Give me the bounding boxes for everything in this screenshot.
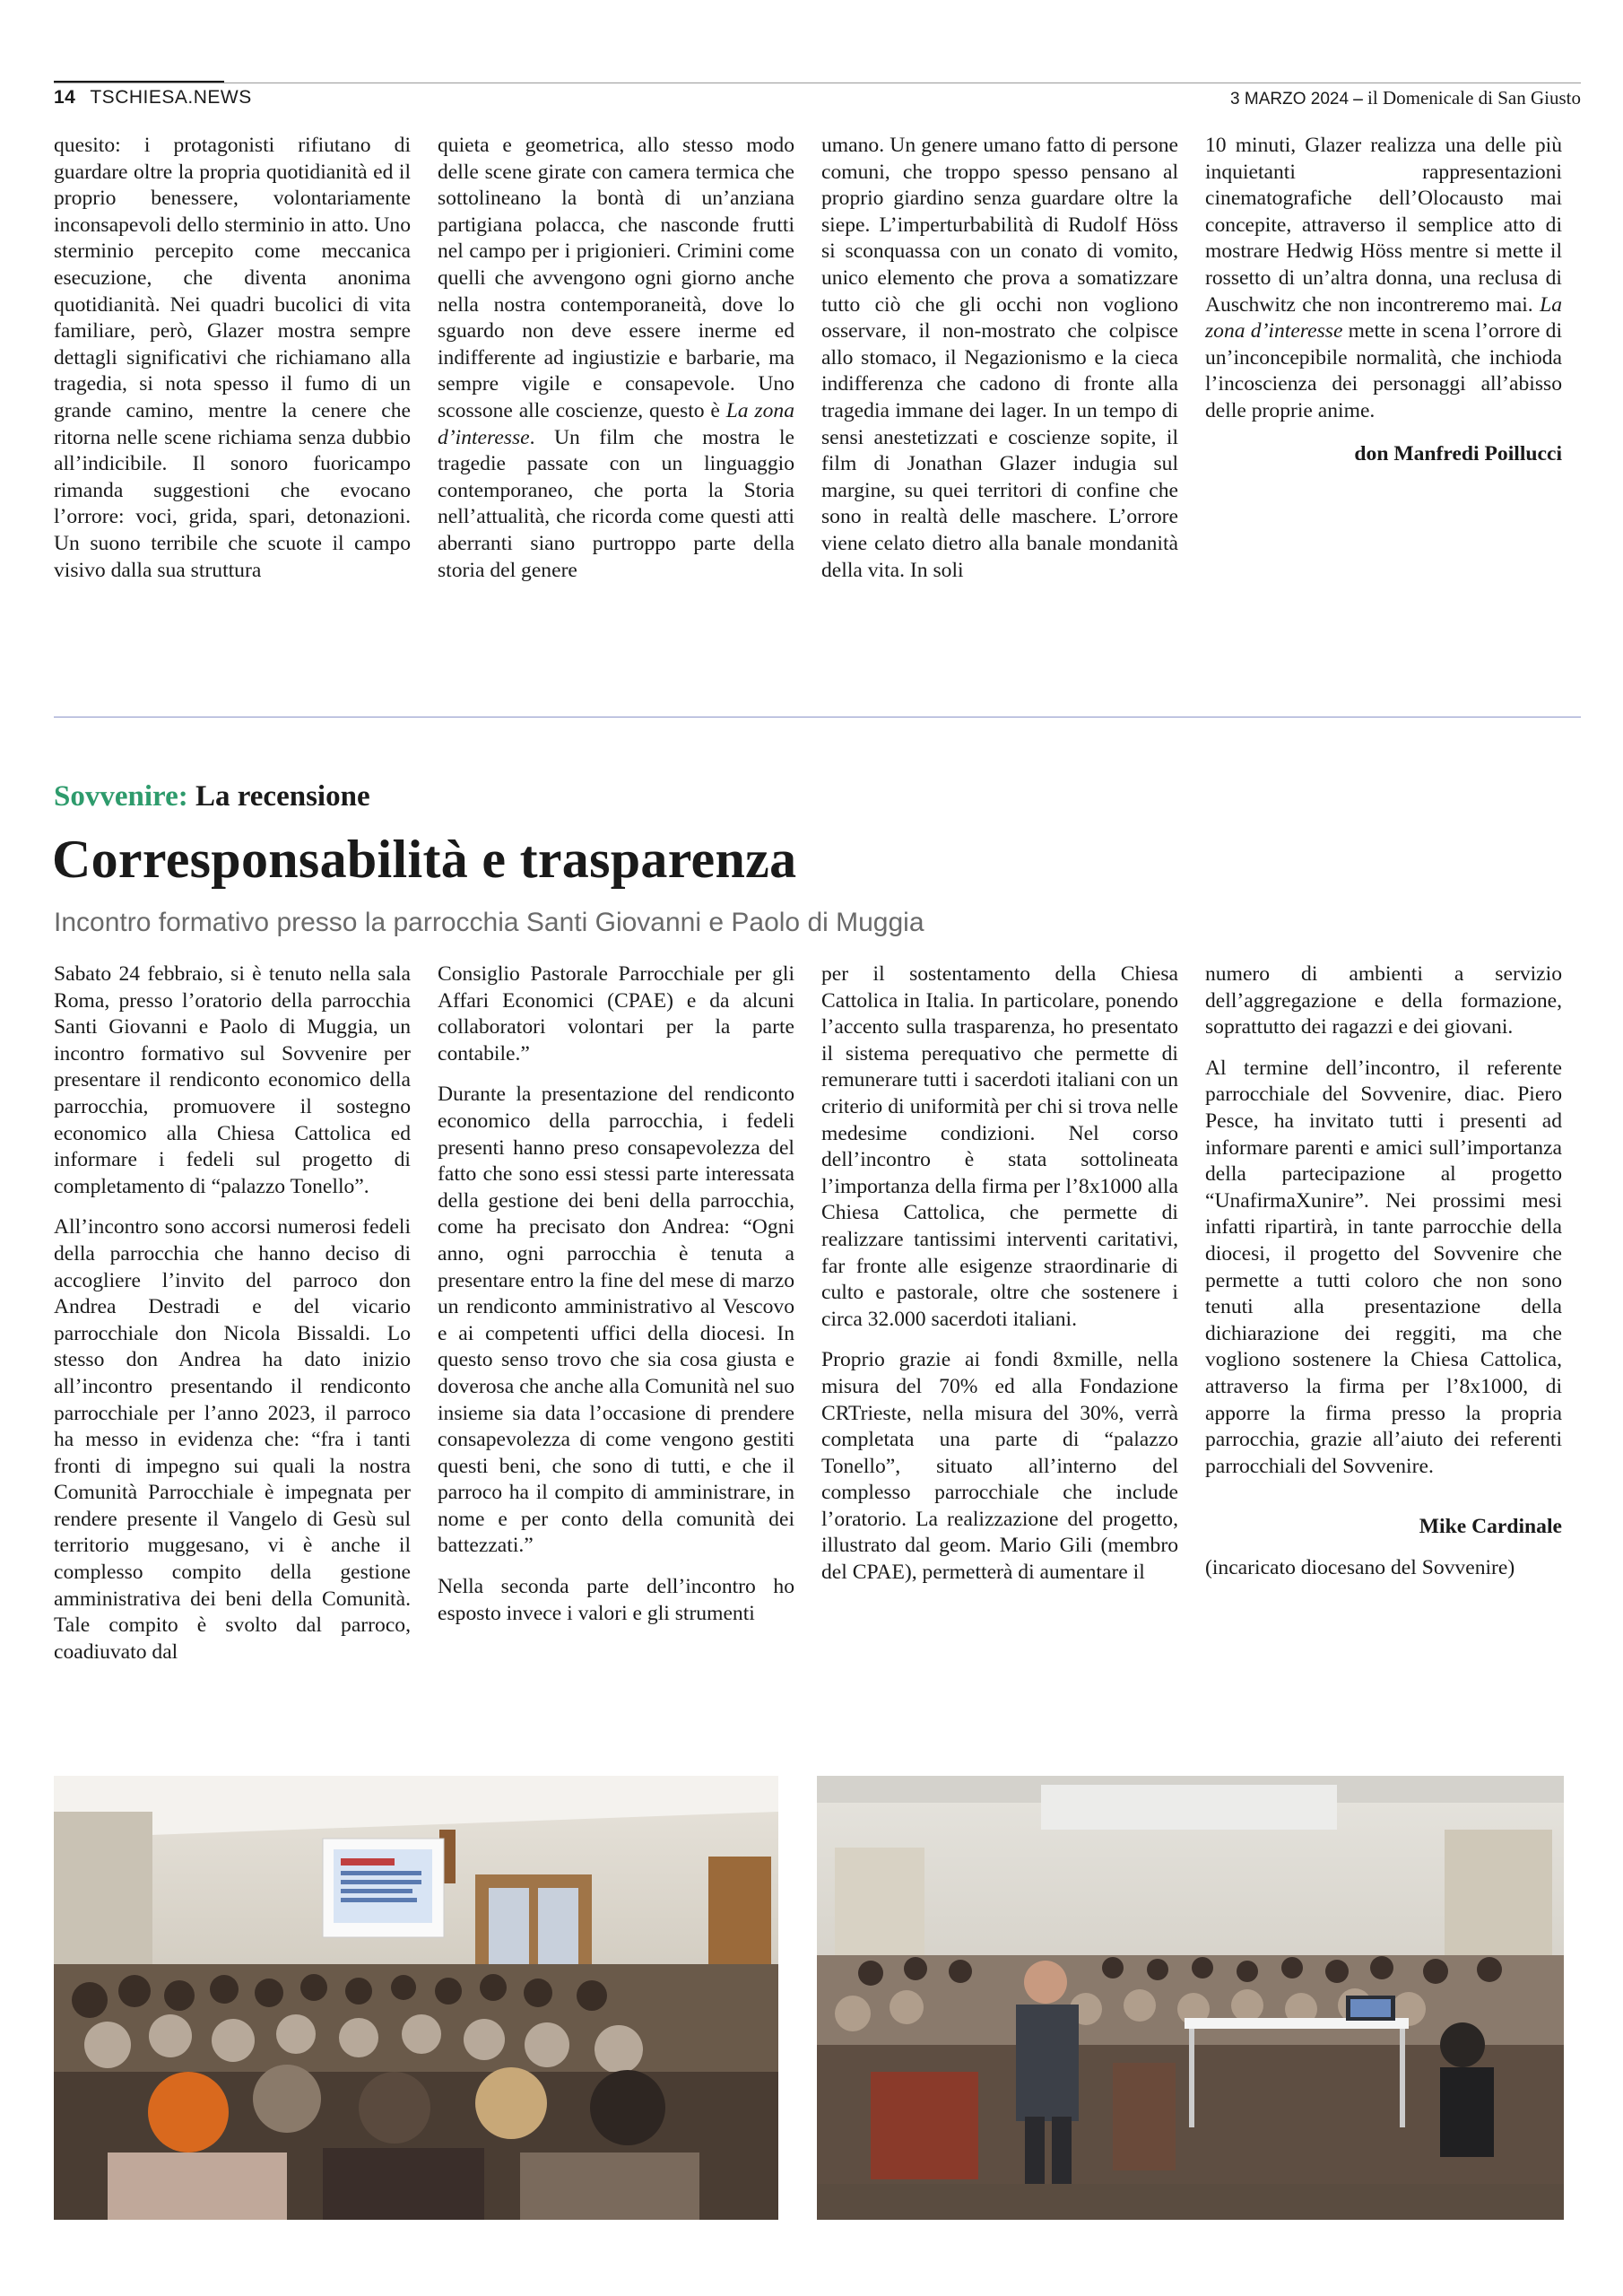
text-run: 10 minuti, Glazer realizza una delle più inquietanti rappresentazioni cinematografiche dell’Olocausto mai concepite, attraverso il semplice atto di mostrare Hedwig Höss mentre si mette il rossetto di un’altra donna, una reclusa di Auschwitz che non incontreremo mai. xyxy=(1205,134,1562,317)
article-separator xyxy=(54,717,1581,718)
text-run: . Un film che mostra le tragedie passate con un linguaggio contemporaneo, che porta la Storia nell’attualità, che ricorda come questi atti aberranti siano purtroppo parte della storia del genere xyxy=(438,425,794,582)
author-role: (incaricato diocesano del Sovvenire) xyxy=(1205,1555,1515,1579)
article-subtitle: Incontro formativo presso la parrocchia Santi Giovanni e Paolo di Muggia xyxy=(54,908,924,937)
paragraph: umano. Un genere umano fatto di persone comuni, che troppo spesso pensano al proprio giardino senza guardare oltre la siepe. L’imperturbabilità di Rudolf Höss si sconquassa con un conato di vomito, unico elemento che prova a somatizzare tutto ciò che gli occhi non vogliono osservare, il non-mostrato che colpisce allo stomaco, il Negazionismo e la cieca indifferenza che cadono di fronte alla tragedia immane dei lager. In un tempo di sensi anestetizzati e coscienze sopite, il film di Jonathan Glazer indugia sul margine, su quei territori di confine che sono in realtà delle maschere. L’orrore viene celato dietro alla banale mondanità della vita. In soli xyxy=(821,134,1178,582)
kicker-label: La recensione xyxy=(195,780,370,813)
issue-date: 3 MARZO 2024 xyxy=(1230,90,1350,109)
paragraph: All’incontro sono accorsi numerosi fedeli della parrocchia che hanno deciso di accogliere l’invito del parroco don Andrea Destradi e del vicario parrocchiale don Nicola Bissaldi. Lo stesso don Andrea ha dato inizio all’incontro presentando il rendiconto parrocchiale per l’anno 2023, il parroco ha messo in evidenza che: “fra i tanti fronti di impegno sui quali la nostra Comunità Parrocchiale è impegnata per rendere presente il Vangelo di Gesù sul territorio muggesano, vi è anche il complesso compito della gestione amministrativa dei beni della Comunità. Tale compito è svolto dal parroco, coadiuvato dal xyxy=(54,1215,411,1664)
paragraph: Proprio grazie ai fondi 8xmille, nella misura del 70% ed alla Fondazione CRTrieste, nella misura del 30%, verrà completata una parte di “palazzo Tonello”, situato all’interno del complesso parrocchiale che include l’oratorio. La realizzazione del progetto, illustrato dal geom. Mario Gili (membro del CPAE), permetterà di aumentare il xyxy=(821,1348,1178,1585)
paragraph: per il sostentamento della Chiesa Cattolica in Italia. In particolare, ponendo l’accento sulla trasparenza, ho presentato il sistema perequativo che permette di remunerare tutti i sacerdoti italiani con un criterio di uniformità per chi si trova nelle medesime condizioni. Nel corso dell’incontro è stata sottolineata l’importanza della firma per l’8x1000 alla Chiesa Cattolica, che permette di realizzare tantissimi interventi caritativi, far fronte alle esigenze straordinarie di culto e pastorale, oltre che sostenere i circa 32.000 sacerdoti italiani. xyxy=(821,962,1178,1331)
photo-meeting-audience xyxy=(54,1776,778,2220)
page-header-right xyxy=(1230,86,1581,111)
prev-article-column-3 xyxy=(821,133,1178,598)
paragraph xyxy=(1205,133,1562,425)
prev-article-column-1 xyxy=(54,133,411,598)
paragraph: Consiglio Pastorale Parrocchiale per gli Affari Economici (CPAE) e da alcuni collaboratori volontari per la parte contabile.” xyxy=(438,962,794,1065)
author-signature: Mike Cardinale xyxy=(1419,1515,1562,1539)
paragraph: Al termine dell’incontro, il referente parrocchiale del Sovvenire, diac. Piero Pesce, ha invitato tutti i presenti ad informare parenti e amici sull’importanza della partecipazione al progetto “UnafirmaXunire”. Nei prossimi mesi infatti ripartirà, in tante parrocchie della diocesi, il progetto del Sovvenire che permette a tutti coloro che non sono tenuti alla presentazione della dichiarazione dei reggiti, ma che vogliono sostenere la Chiesa Cattolica, attraverso la firma per l’8x1000, di apporre la firma presso la propria parrocchia, grazie all’aiuto dei referenti parrocchiali del Sovvenire. xyxy=(1205,1056,1562,1478)
photo-speaker-presenting xyxy=(817,1776,1564,2220)
site-name: TSCHIESA.NEWS xyxy=(90,87,252,108)
paragraph: numero di ambienti a servizio dell’aggregazione e della formazione, soprattutto dei ragazzi e dei giovani. xyxy=(1205,962,1562,1039)
paragraph xyxy=(438,133,794,584)
header-dash: – xyxy=(1353,87,1363,109)
page-header-left xyxy=(54,86,252,109)
text-run: quieta e geometrica, allo stesso modo delle scene girate con camera termica che sottolineano la bontà di un’anziana partigiana polacca, che nasconde frutti nel campo per i prigionieri. Crimini come quelli che avvengono ogni giorno anche nella nostra contemporaneità, dove lo sguardo non deve essere inerme ed indifferente ad ingiustizie e barbarie, ma sempre vigile e consapevole. Uno scossone alle coscienze, questo è xyxy=(438,134,794,422)
author-signature: don Manfredi Poillucci xyxy=(1354,441,1562,465)
publication-name: il Domenicale di San Giusto xyxy=(1367,87,1581,109)
paragraph: Sabato 24 febbraio, si è tenuto nella sala Roma, presso l’oratorio della parrocchia Santi Giovanni e Paolo di Muggia, un incontro formativo sul Sovvenire per presentare il rendiconto economico della parrocchia, promuovere il sostegno economico alla Chiesa Cattolica ed informare i fedeli sul progetto di completamento di “palazzo Tonello”. xyxy=(54,962,411,1198)
article-column-4 xyxy=(1205,961,1562,1596)
prev-article-column-4 xyxy=(1205,133,1562,482)
prev-article-column-2 xyxy=(438,133,794,598)
article-kicker xyxy=(54,778,370,814)
section-label: Sovvenire: xyxy=(54,780,188,813)
film-title: La zona d’interesse xyxy=(1205,292,1562,344)
page-number: 14 xyxy=(54,87,76,108)
paragraph: Nella seconda parte dell’incontro ho esposto invece i valori e gli strumenti xyxy=(438,1575,794,1625)
article-title: Corresponsabilità e trasparenza xyxy=(52,830,797,889)
article-column-3 xyxy=(821,961,1178,1601)
article-column-2 xyxy=(438,961,794,1641)
paragraph: Durante la presentazione del rendiconto economico della parrocchia, i fedeli presenti hanno preso consapevolezza del fatto che sono essi stessi parte interessata della gestione dei beni della parrocchia, come ha precisato don Andrea: “Ogni anno, ogni parrocchia è tenuta a presentare entro la fine del mese di marzo un rendiconto amministrativo al Vescovo e ai competenti uffici della diocesi. In questo senso trovo che sia cosa giusta e doverosa che anche alla Comunità nel suo insieme sia data l’occasione di prendere consapevolezza di come vengono gestiti questi beni, che sono di tutti, e che il parroco ha il compito di amministrare, in nome e per conto della comunità dei battezzati.” xyxy=(438,1083,794,1558)
paragraph: quesito: i protagonisti rifiutano di guardare oltre la propria quotidianità ed il proprio benessere, volontariamente inconsapevoli dello sterminio in atto. Uno sterminio percepito come meccanica esecuzione, che diventa anonima quotidianità. Nei quadri bucolici di vita familiare, però, Glazer mostra sempre dettagli significativi che richiamano alla tragedia, si nota spesso il fumo di un grande camino, mentre la cenere che ritorna nelle scene richiama senza dubbio all’indicibile. Il sonoro fuoricampo rimanda suggestioni che evocano l’orrore: voci, grida, spari, detonazioni. Un suono terribile che scuote il campo visivo dalla sua struttura xyxy=(54,134,411,582)
article-column-1 xyxy=(54,961,411,1680)
film-title: La zona d’interesse xyxy=(438,398,794,449)
text-run: mette in scena l’orrore di un’inconcepibile normalità, che inchioda l’incoscienza dei personaggi all’abisso delle proprie anime. xyxy=(1205,319,1563,422)
